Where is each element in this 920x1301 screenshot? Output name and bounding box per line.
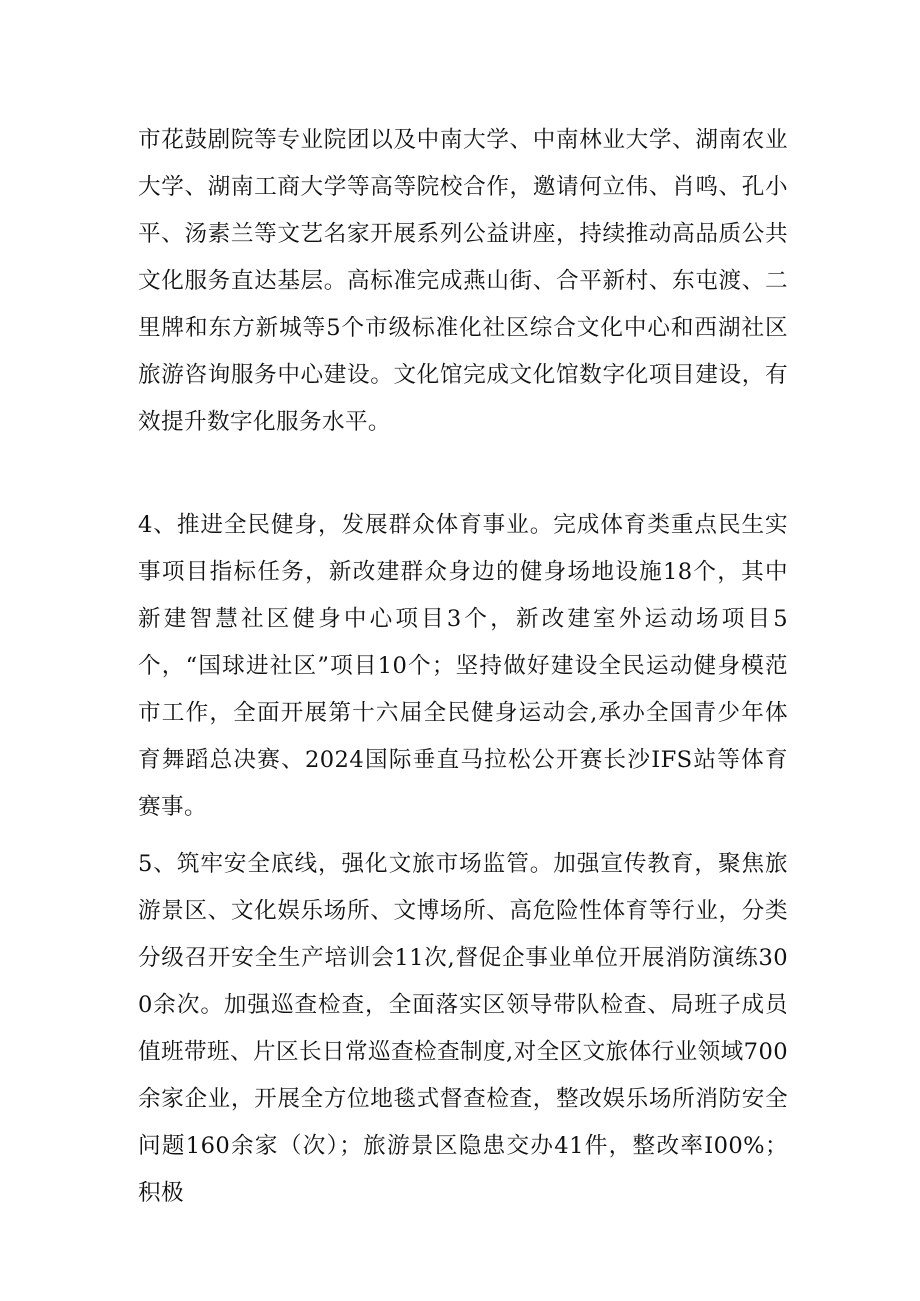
paragraph-national-fitness: 4、推进全民健身，发展群众体育事业。完成体育类重点民生实事项目指标任务，新改建群众身边的健身场地设施18个，其中新建智慧社区健身中心项目3个，新改建室外运动场项目5个，“国球进社区”项目10个；坚持做好建设全民运动健身模范市工作，全面开展第十六届全民健身运动会,承办全国青少年体育舞蹈总决赛、2024国际垂直马拉松公开赛长沙IFS站等体育赛事。 [138,512,788,820]
paragraph-public-culture: 市花鼓剧院等专业院团以及中南大学、中南林业大学、湖南农业大学、湖南工商大学等高等院校合作，邀请何立伟、肖鸣、孔小平、汤素兰等文艺名家开展系列公益讲座，持续推动高品质公共文化服务直达基层。高标准完成燕山街、合平新村、东屯渡、二里牌和东方新城等5个市级标准化社区综合文化中心和西湖社区旅游咨询服务中心建设。文化馆完成文化馆数字化项目建设，有效提升数字化服务水平。 [138,127,788,435]
paragraph-safety-supervision: 5、筑牢安全底线，强化文旅市场监管。加强宣传教育，聚焦旅游景区、文化娱乐场所、文博场所、高危险性体育等行业，分类分级召开安全生产培训会11次,督促企事业单位开展消防演练300余次。加强巡查检查，全面落实区领导带队检查、局班子成员值班带班、片区长日常巡查检查制度,对全区文旅体行业领域700余家企业，开展全方位地毯式督查检查，整改娱乐场所消防安全问题160余家（次）；旅游景区隐患交办41件，整改率I00%；积极 [138,851,788,1206]
